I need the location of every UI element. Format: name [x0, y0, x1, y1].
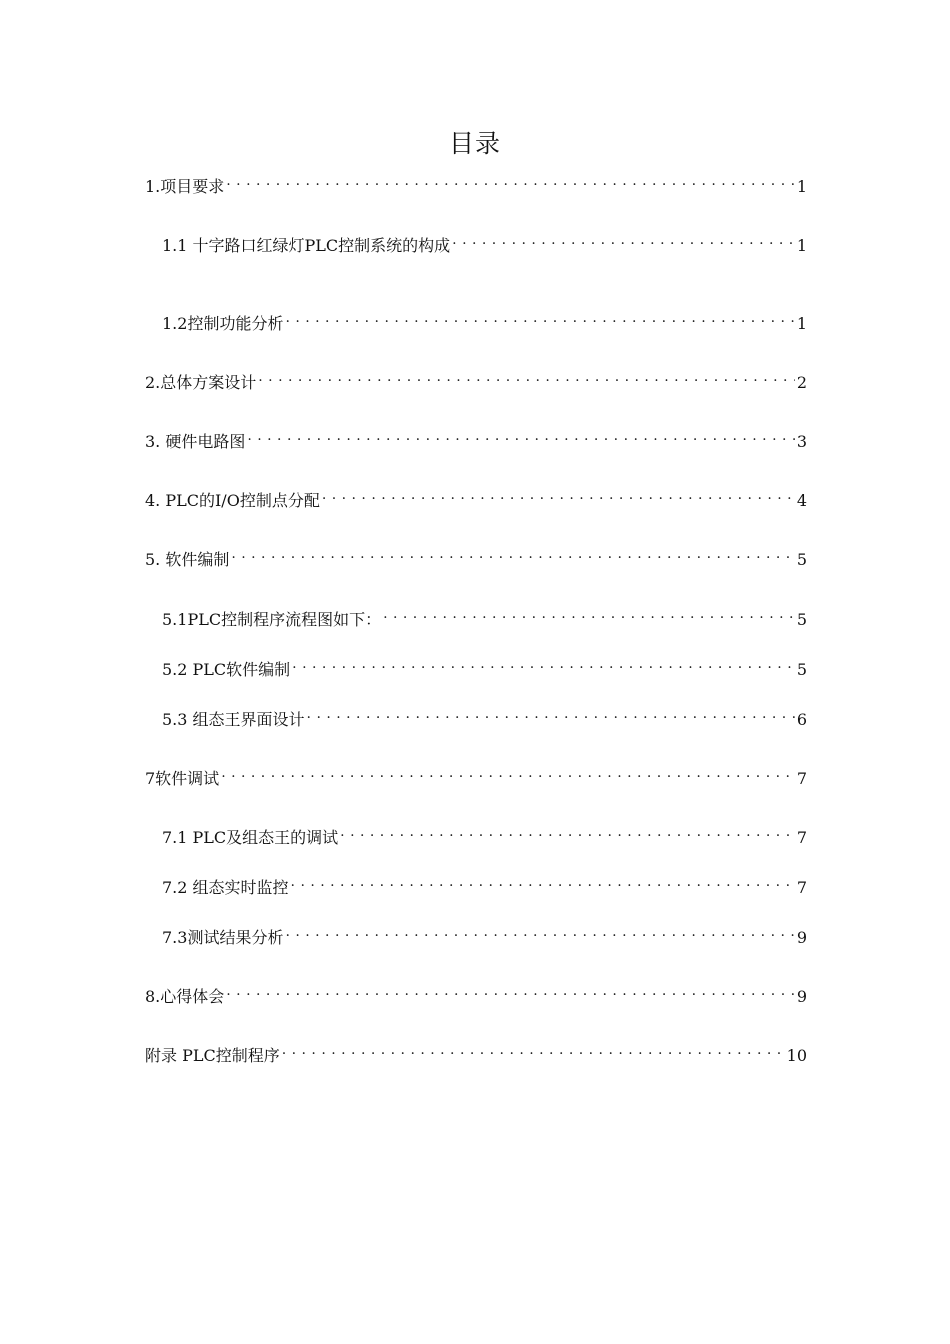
toc-entry-label: 1.2控制功能分析 [162, 314, 284, 333]
toc-dot-leader [285, 307, 794, 329]
toc-dot-leader [231, 543, 794, 565]
toc-entry-label: 8.心得体会 [145, 987, 225, 1006]
toc-entry[interactable] [145, 484, 807, 510]
toc-entry-label: 7.1 PLC及组态王的调试 [162, 828, 339, 847]
toc-entry-page: 3 [796, 432, 807, 451]
toc-dot-leader [221, 762, 795, 784]
toc-dot-leader [285, 921, 794, 943]
toc-entry-page: 5 [796, 660, 807, 679]
toc-entry-label: 5. 软件编制 [145, 550, 230, 569]
toc-entry-label: 7.2 组态实时监控 [162, 878, 289, 897]
toc-entry-label: 3. 硬件电路图 [145, 432, 246, 451]
toc-entry-label: 附录 PLC控制程序 [145, 1046, 280, 1065]
toc-entry-label: 1.1 十字路口红绿灯PLC控制系统的构成 [162, 236, 451, 255]
toc-dot-leader [247, 425, 794, 447]
toc-dot-leader [226, 170, 795, 192]
toc-entry-label: 7.3测试结果分析 [162, 928, 284, 947]
toc-dot-leader [307, 703, 795, 725]
toc-dot-leader [292, 653, 795, 675]
toc-entry-page: 1 [796, 177, 807, 196]
toc-entry[interactable] [162, 307, 807, 333]
toc-dot-leader [340, 821, 795, 843]
toc-entry-label: 5.1PLC控制程序流程图如下： [162, 610, 382, 629]
toc-dot-leader [282, 1039, 785, 1061]
toc-dot-leader [383, 603, 795, 625]
toc-entry[interactable] [162, 653, 807, 679]
toc-entry-page: 9 [796, 928, 807, 947]
toc-entry[interactable] [145, 425, 807, 451]
toc-entry[interactable] [145, 543, 807, 569]
toc-entry-page: 7 [796, 878, 807, 897]
toc-entry-label: 1.项目要求 [145, 177, 225, 196]
page-title: 目录 [448, 129, 501, 158]
toc-entry-page: 2 [796, 373, 807, 392]
toc-entry[interactable] [145, 170, 807, 196]
toc-entry[interactable] [145, 762, 807, 788]
toc-entry[interactable] [145, 980, 807, 1006]
toc-entry-page: 7 [796, 828, 807, 847]
toc-entry-page: 5 [796, 550, 807, 569]
toc-entry-label: 5.3 组态王界面设计 [162, 710, 305, 729]
toc-entry[interactable] [162, 871, 807, 897]
toc-entry[interactable] [162, 703, 807, 729]
toc-entry[interactable] [162, 821, 807, 847]
toc-entry-page: 9 [796, 987, 807, 1006]
toc-entry-label: 4. PLC的I/O控制点分配 [145, 491, 320, 510]
toc-entry-page: 4 [796, 491, 807, 510]
toc-entry[interactable] [145, 366, 807, 392]
toc-entry-page: 1 [796, 314, 807, 333]
toc-entry[interactable] [162, 603, 807, 629]
toc-dot-leader [258, 366, 795, 388]
toc-entry-page: 6 [796, 710, 807, 729]
toc-entry[interactable] [162, 229, 807, 255]
toc-entry-page: 1 [796, 236, 807, 255]
toc-dot-leader [322, 484, 795, 506]
toc-dot-leader [226, 980, 795, 1002]
toc-entry-page: 10 [786, 1046, 807, 1065]
toc-dot-leader [452, 229, 795, 251]
toc-entry-label: 5.2 PLC软件编制 [162, 660, 291, 679]
toc-entry-page: 7 [796, 769, 807, 788]
toc-dot-leader [291, 871, 795, 893]
toc-entry-label: 2.总体方案设计 [145, 373, 257, 392]
toc-entry-label: 7软件调试 [145, 769, 220, 788]
toc-entry-page: 5 [796, 610, 807, 629]
toc-entry[interactable] [162, 921, 807, 947]
toc-entry[interactable] [145, 1039, 807, 1065]
